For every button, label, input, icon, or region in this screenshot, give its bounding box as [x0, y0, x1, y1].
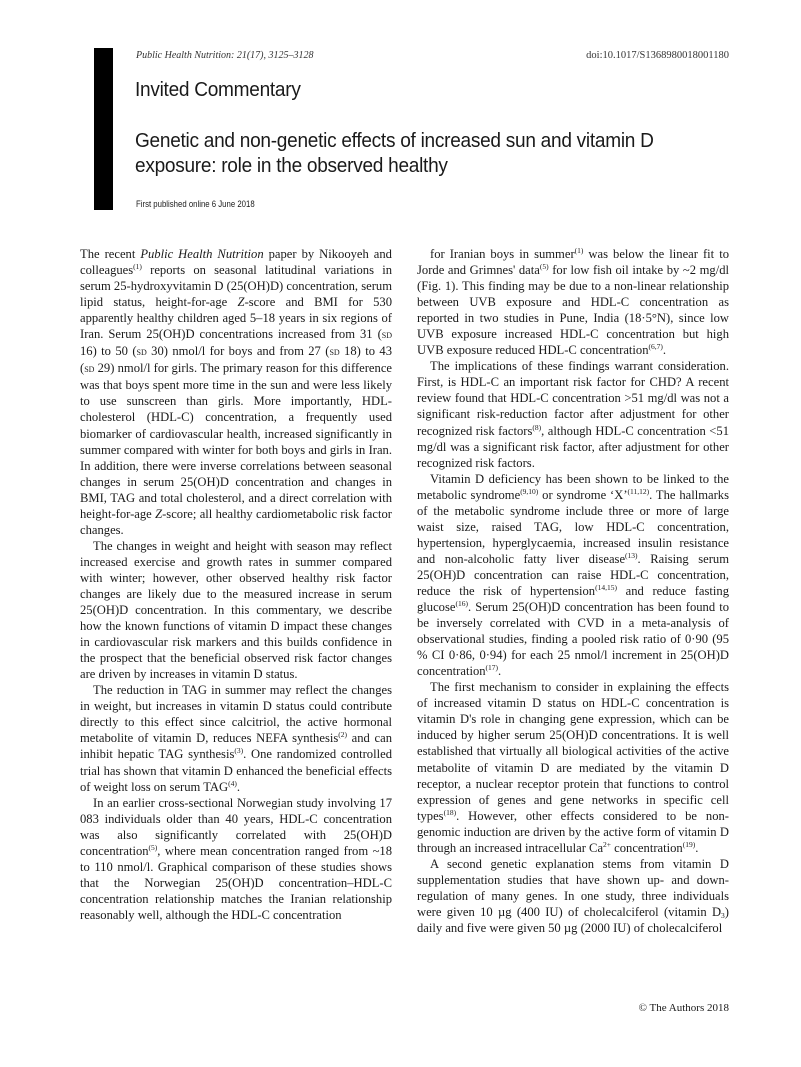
- text-run: .: [662, 343, 667, 358]
- text-run: and reduce fasting glucose: [417, 583, 729, 615]
- citation-reference: (17): [485, 663, 499, 673]
- text-run: .: [695, 840, 699, 855]
- text-run: . One randomized controlled trial has shown that vitamin D enhanced the beneficial effects of weight loss on serum TAG: [80, 747, 392, 794]
- text-run: The first mechanism to consider in explaining the effects of increased vitamin D status on HDL-C concentration is vitamin D's role in changing gene expression, which can be induced by higher serum 25(OH)D concentrations. It is well established that virtually all biological activities of the active metabolite of vitamin D are mediated by the vitamin D receptor, a nuclear receptor protein that functions to control expression of genes and gene networks in specific cell types: [417, 680, 729, 823]
- paragraph: [417, 246, 729, 358]
- citation-reference: (19): [682, 839, 696, 849]
- publication-date: First published online 6 June 2018: [136, 199, 255, 210]
- small-caps-text: sd: [329, 346, 340, 359]
- text-run: for low fish oil intake by ~2 mg/dl (Fig. 1). This finding may be due to a non-linear relationship between UVB exposure and HDL-C concentration as reported in two studies in Pune, India (18·5°N), since low UVB exposure increased HDL-C concentration but high UVB exposure reduced HDL-C concentration: [417, 263, 730, 358]
- text-run: reports on seasonal latitudinal variations in serum 25-hydroxyvitamin D (25(OH)D) concentration, serum lipid status, height-for-age: [80, 263, 392, 310]
- superscript: 2+: [603, 839, 612, 849]
- citation-reference: (9,10): [520, 486, 539, 496]
- paragraph: [80, 682, 392, 794]
- text-run: was below the linear fit to Jorde and Grimnes' data: [417, 247, 729, 278]
- citation-reference: (8): [532, 422, 542, 432]
- text-run: or syndrome ‘X’: [538, 487, 628, 502]
- paragraph: [417, 358, 729, 470]
- text-run: concentration: [611, 840, 683, 855]
- text-run: 30) nmol/l for boys and from 27 (: [146, 344, 330, 359]
- text-run: -score; all healthy cardiometabolic risk factor changes.: [80, 506, 392, 537]
- text-run: The recent: [80, 247, 141, 261]
- citation-reference: (1): [133, 262, 142, 272]
- paragraph: [417, 856, 729, 936]
- citation-reference: (5): [539, 262, 549, 272]
- text-run: .: [236, 779, 241, 794]
- text-run: The changes in weight and height with season may reflect increased exercise and growth rates in summer compared with winter; however, other observed healthy risk factor changes are likely due to the measured increase in serum 25(OH)D concentration. In this commentary, we describe how the known functions of vitamin D impact these changes in cardiovascular risk markers and this builds confidence in the prospect that the beneficial observed risk factor changes are driven by increases in vitamin D status.: [80, 538, 392, 682]
- text-run: In an earlier cross-sectional Norwegian study involving 17 083 individuals older than 40 years, HDL-C concentration was also significantly correlated with 25(OH)D concentration: [80, 795, 392, 858]
- text-run: . Raising serum 25(OH)D concentration can raise HDL-C concentration, reduce the risk of hypertension: [417, 551, 729, 598]
- paragraph: [417, 471, 729, 680]
- text-run: .: [498, 664, 502, 679]
- doi-link[interactable]: doi:10.1017/S1368980018001180: [586, 50, 729, 61]
- citation-reference: (13): [625, 550, 638, 560]
- text-run: ) daily and five were given 50 µg (2000 IU) of cholecalciferol: [417, 904, 729, 935]
- journal-citation: Public Health Nutrition: 21(17), 3125–3128: [136, 50, 314, 61]
- citation-reference: (2): [338, 730, 347, 740]
- citation-reference: (18): [443, 807, 457, 817]
- paragraph: [417, 679, 729, 856]
- text-run: A second genetic explanation stems from vitamin D supplementation studies that have shown up- and down-regulation of many genes. In one study, three individuals were given 10 µg (400 IU) of cholecalciferol (vitamin D: [417, 856, 729, 919]
- italic-text: Z: [237, 295, 245, 310]
- citation-reference: (14,15): [595, 582, 617, 592]
- citation-reference: (1): [574, 246, 584, 255]
- italic-text: Z: [155, 506, 163, 521]
- text-run: . Serum 25(OH)D concentration has been found to be inversely correlated with CVD in a meta-analysis of observational studies, finding a pooled risk ratio of 0·90 (95 % CI 0·86, 0·94) for each 25 nmol/l increment in 25(OH)D concentration: [417, 600, 729, 679]
- text-run: The reduction in TAG in summer may reflect the changes in weight, but increases in vitamin D status could contribute directly to this effect since calcitriol, the active hormonal metabolite of vitamin D, reduces NEFA synthesis: [80, 683, 392, 746]
- text-run: 16) to 50 (: [80, 344, 137, 359]
- section-heading: Invited Commentary: [135, 78, 301, 101]
- small-caps-text: sd: [84, 363, 95, 376]
- text-run: 18) to 43 (: [80, 344, 392, 376]
- text-run: , although HDL-C concentration <51 mg/dl was a significant risk factor, after adjustment for other recognized risk factors.: [417, 423, 729, 470]
- paragraph: [80, 246, 392, 538]
- italic-text: Public Health Nutrition: [140, 247, 264, 261]
- paragraph: [80, 795, 392, 923]
- text-run: . The hallmarks of the metabolic syndrome include three or more of large waist size, raised TAG, low HDL-C concentration, hypertension, hyperglycaemia, increased insulin resistance and non-alcoholic fatty liver disease: [417, 487, 729, 566]
- text-run: and can inhibit hepatic TAG synthesis: [80, 731, 392, 762]
- text-run: paper by Nikooyeh and colleagues: [80, 247, 392, 278]
- text-run: . However, other effects considered to be non-genomic induction are driven by the active form of vitamin D through an increased intracellular Ca: [417, 808, 729, 855]
- small-caps-text: sd: [136, 346, 147, 359]
- text-run: Vitamin D deficiency has been shown to be linked to the metabolic syndrome: [417, 471, 729, 502]
- text-run: The implications of these findings warrant consideration. First, is HDL-C an important risk factor for CHD? A recent review found that HDL-C concentration >51 mg/dl was not a significant risk-reduction factor after adjustment for other recognized risk factors: [417, 359, 729, 438]
- citation-reference: (6,7): [648, 342, 663, 352]
- citation-reference: (16): [455, 599, 468, 609]
- body-column-right: [417, 246, 729, 936]
- text-run: , where mean concentration ranged from ~18 to 110 nmol/l. Graphical comparison of these studies shows that the Norwegian 25(OH)D concentration–HDL-C concentration relationship matches the Iranian relationship reasonably well, although the HDL-C concentration: [80, 843, 392, 922]
- citation-reference: (3): [234, 746, 244, 756]
- section-marker-bar: [94, 48, 113, 210]
- copyright-notice: © The Authors 2018: [638, 1002, 729, 1014]
- text-run: -score and BMI for 530 apparently healthy children aged 5–18 years in six regions of Iran. Serum 25(OH)D concentrations increased from 31 (: [80, 295, 392, 342]
- subscript: 3: [721, 910, 725, 920]
- article-title: Genetic and non-genetic effects of increased sun and vitamin D exposure: role in the observed healthy: [135, 129, 654, 177]
- text-run: for Iranian boys in summer: [430, 247, 575, 261]
- citation-reference: (4): [228, 778, 237, 788]
- paragraph: [80, 538, 392, 682]
- body-column-left: [80, 246, 392, 923]
- text-run: 29) nmol/l for girls. The primary reason for this difference was that boys spent more time in the sun and were less likely to use sunscreen than girls. More importantly, HDL-cholesterol (HDL-C) concentration, a frequently used biomarker of cardiovascular health, increased significantly in summer compared with winter for both boys and girls in Iran. In addition, there were inverse correlations between seasonal changes in serum 25(OH)D concentration and changes in BMI, TAG and total cholesterol, and a direct correlation with height-for-age: [80, 361, 392, 521]
- small-caps-text: sd: [381, 329, 392, 342]
- citation-reference: (5): [148, 842, 158, 852]
- citation-reference: (11,12): [627, 486, 650, 496]
